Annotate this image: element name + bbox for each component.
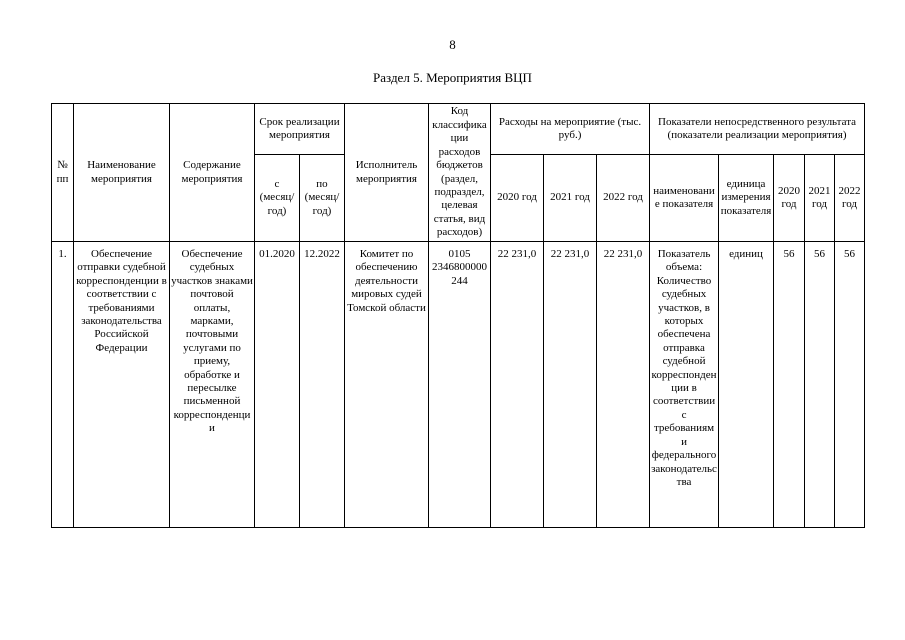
header-num: № пп xyxy=(52,104,74,242)
cell-indicator-unit: единиц xyxy=(719,242,774,528)
header-indicators: Показатели непосредственного результата (показатели реализации мероприятия) xyxy=(650,104,865,155)
header-period-to: по (месяц/ год) xyxy=(300,155,345,242)
cell-indicator-name: Показатель объема: Количество судебных участков, в которых обеспечена отправка судебной корреспонденции в соответствии с требованиями федерального законодательства xyxy=(650,242,719,528)
cell-name: Обеспечение отправки судебной корреспонденции в соответствии с требованиями законодательства Российской Федерации xyxy=(74,242,170,528)
header-indicator-2020: 2020 год xyxy=(774,155,805,242)
header-indicator-2021: 2021 год xyxy=(805,155,835,242)
cell-period-from: 01.2020 xyxy=(255,242,300,528)
header-expenses-2021: 2021 год xyxy=(544,155,597,242)
header-indicator-unit: единица измерения показателя xyxy=(719,155,774,242)
header-indicator-2022: 2022 год xyxy=(835,155,865,242)
cell-code: 0105 2346800000 244 xyxy=(429,242,491,528)
header-name: Наименование мероприятия xyxy=(74,104,170,242)
section-title: Раздел 5. Мероприятия ВЦП xyxy=(373,70,532,85)
cell-indicator-2020: 56 xyxy=(774,242,805,528)
header-expenses-2022: 2022 год xyxy=(597,155,650,242)
cell-period-to: 12.2022 xyxy=(300,242,345,528)
activities-table xyxy=(51,103,865,528)
cell-indicator-2021: 56 xyxy=(805,242,835,528)
cell-expenses-2021: 22 231,0 xyxy=(544,242,597,528)
cell-expenses-2020: 22 231,0 xyxy=(491,242,544,528)
header-code: Код классификации расходов бюджетов (раздел, подраздел, целевая статья, вид расходов) xyxy=(429,104,491,242)
cell-indicator-2022: 56 xyxy=(835,242,865,528)
cell-content: Обеспечение судебных участков знаками почтовой оплаты, марками, почтовыми услугами по приему, обработке и пересылке письменной корреспонденции xyxy=(170,242,255,528)
header-executor: Исполнитель мероприятия xyxy=(345,104,429,242)
table-row xyxy=(52,242,865,528)
header-content: Содержание мероприятия xyxy=(170,104,255,242)
cell-executor: Комитет по обеспечению деятельности мировых судей Томской области xyxy=(345,242,429,528)
cell-expenses-2022: 22 231,0 xyxy=(597,242,650,528)
header-expenses: Расходы на мероприятие (тыс. руб.) xyxy=(491,104,650,155)
header-period: Срок реализации мероприятия xyxy=(255,104,345,155)
header-expenses-2020: 2020 год xyxy=(491,155,544,242)
cell-num: 1. xyxy=(52,242,74,528)
header-indicator-name: наименование показателя xyxy=(650,155,719,242)
table-header-row xyxy=(52,104,865,155)
page-number: 8 xyxy=(449,37,456,52)
header-period-from: с (месяц/ год) xyxy=(255,155,300,242)
